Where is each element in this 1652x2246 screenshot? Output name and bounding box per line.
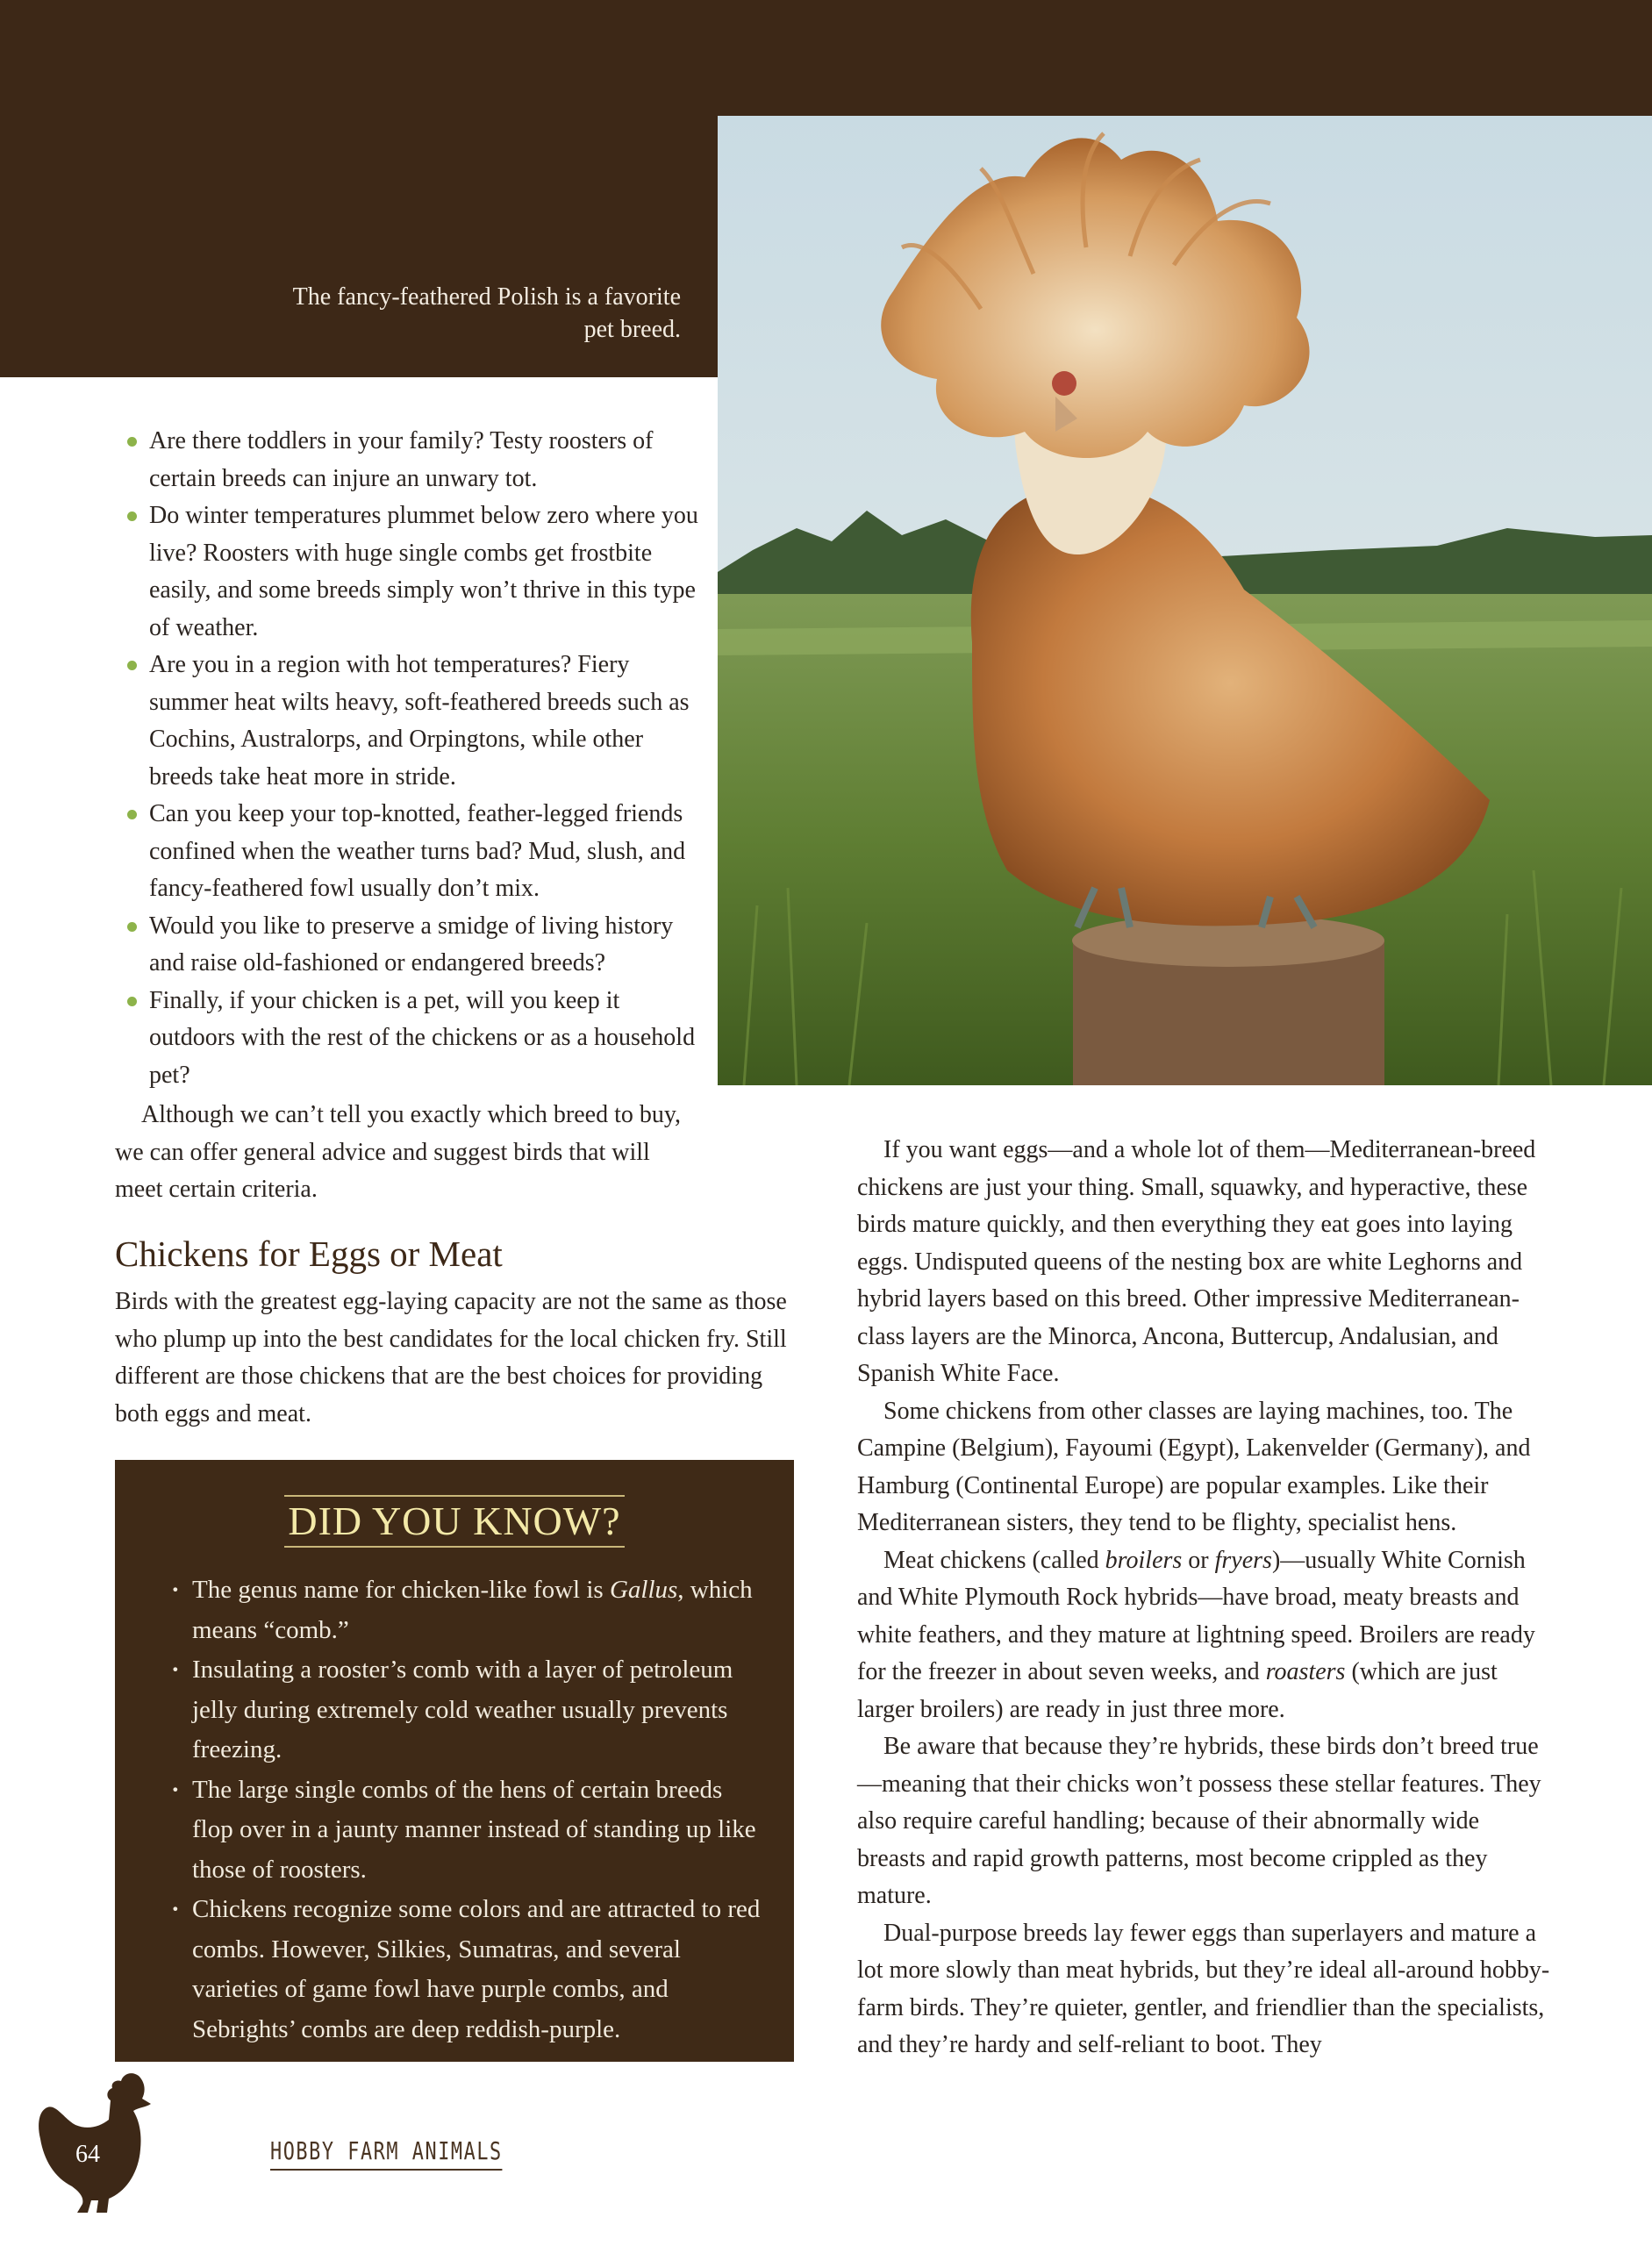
list-item: Would you like to preserve a smidge of living history and raise old-fashioned or endangered breeds?	[125, 908, 704, 983]
considerations-list	[125, 423, 704, 1094]
list-item: · Chickens recognize some colors and are attracted to red combs. However, Silkies, Sumatras, and several varieties of game fowl have purple combs, and Sebrights’ combs are deep reddish-purple.	[171, 1890, 768, 2049]
list-item: Do winter temperatures plummet below zero where you live? Roosters with huge single combs get frostbite easily, and some breeds simply won’t thrive in this type of weather.	[125, 497, 704, 647]
list-item: Can you keep your top-knotted, feather-legged friends confined when the weather turns bad? Mud, slush, and fancy-feathered fowl usually don’t mix.	[125, 796, 704, 908]
page-number: 64	[75, 2141, 100, 2168]
section-paragraph: Birds with the greatest egg-laying capacity are not the same as those who plump up into the best candidates for the local chicken fry. Still different are those chickens that are the best choices for providing both eggs and meat.	[115, 1288, 787, 1427]
list-item: Are you in a region with hot temperatures? Fiery summer heat wilts heavy, soft-feathered breeds such as Cochins, Australorps, and Orpingtons, while other breeds take heat more in stride.	[125, 647, 704, 796]
paragraph: Be aware that because they’re hybrids, these birds don’t breed true—meaning that their chicks won’t possess these stellar features. They also require careful handling; because of their abnormally wide breasts and rapid growth patterns, most become crippled as they mature.	[857, 1733, 1541, 1909]
polish-chicken-photo	[718, 116, 1652, 1085]
paragraph: Meat chickens (called broilers or fryers)—usually White Cornish and White Plymouth Rock hybrids—have broad, meaty breasts and white feathers, and they mature at lightning speed. Broilers are ready for the freezer in about seven weeks, and roasters (which are just larger broilers) are ready in just three more.	[857, 1546, 1535, 1723]
list-item: · Insulating a rooster’s comb with a layer of petroleum jelly during extremely cold weather usually prevents freezing.	[171, 1650, 768, 1770]
right-column	[857, 1132, 1550, 2064]
list-item: · The genus name for chicken-like fowl is Gallus, which means “comb.”	[171, 1570, 768, 1650]
list-item: Finally, if your chicken is a pet, will you keep it outdoors with the rest of the chickens or as a household pet?	[125, 983, 704, 1095]
did-you-know-list	[171, 1570, 768, 2049]
paragraph: If you want eggs—and a whole lot of them—Mediterranean-breed chickens are just your thing. Small, squawky, and hyperactive, these birds mature quickly, and then everything they eat goes into laying eggs. Undisputed queens of the nesting box are white Leghorns and hybrid layers based on this breed. Other impressive Mediterranean-class layers are the Minorca, Ancona, Buttercup, Andalusian, and Spanish White Face.	[857, 1136, 1536, 1387]
header-band-right	[718, 0, 1652, 116]
paragraph: Dual-purpose breeds lay fewer eggs than superlayers and mature a lot more slowly than meat hybrids, but they’re ideal all-around hobby-farm birds. They’re quieter, gentler, and friendlier than the specialists, and they’re hardy and self-reliant to boot. They	[857, 1919, 1550, 2058]
did-you-know-title: DID YOU KNOW?	[115, 1495, 794, 1548]
paragraph: Some chickens from other classes are laying machines, too. The Campine (Belgium), Fayoumi (Egypt), Lakenvelder (Germany), and Hamburg (Continental Europe) are popular examples. Like their Mediterranean sisters, they tend to be flighty, specialist hens.	[857, 1397, 1531, 1536]
did-you-know-box	[115, 1460, 794, 2062]
section-heading: Chickens for Eggs or Meat	[115, 1234, 503, 1274]
list-item: · The large single combs of the hens of certain breeds flop over in a jaunty manner instead of standing up like those of roosters.	[171, 1770, 768, 1891]
list-item: Are there toddlers in your family? Testy roosters of certain breeds can injure an unwary tot.	[125, 423, 704, 497]
photo-caption: The fancy-feathered Polish is a favorite pet breed.	[292, 283, 681, 343]
running-footer-title: HOBBY FARM ANIMALS	[270, 2135, 503, 2171]
intro-paragraph: Although we can’t tell you exactly which breed to buy, we can offer general advice and suggest birds that will meet certain criteria.	[115, 1101, 682, 1203]
